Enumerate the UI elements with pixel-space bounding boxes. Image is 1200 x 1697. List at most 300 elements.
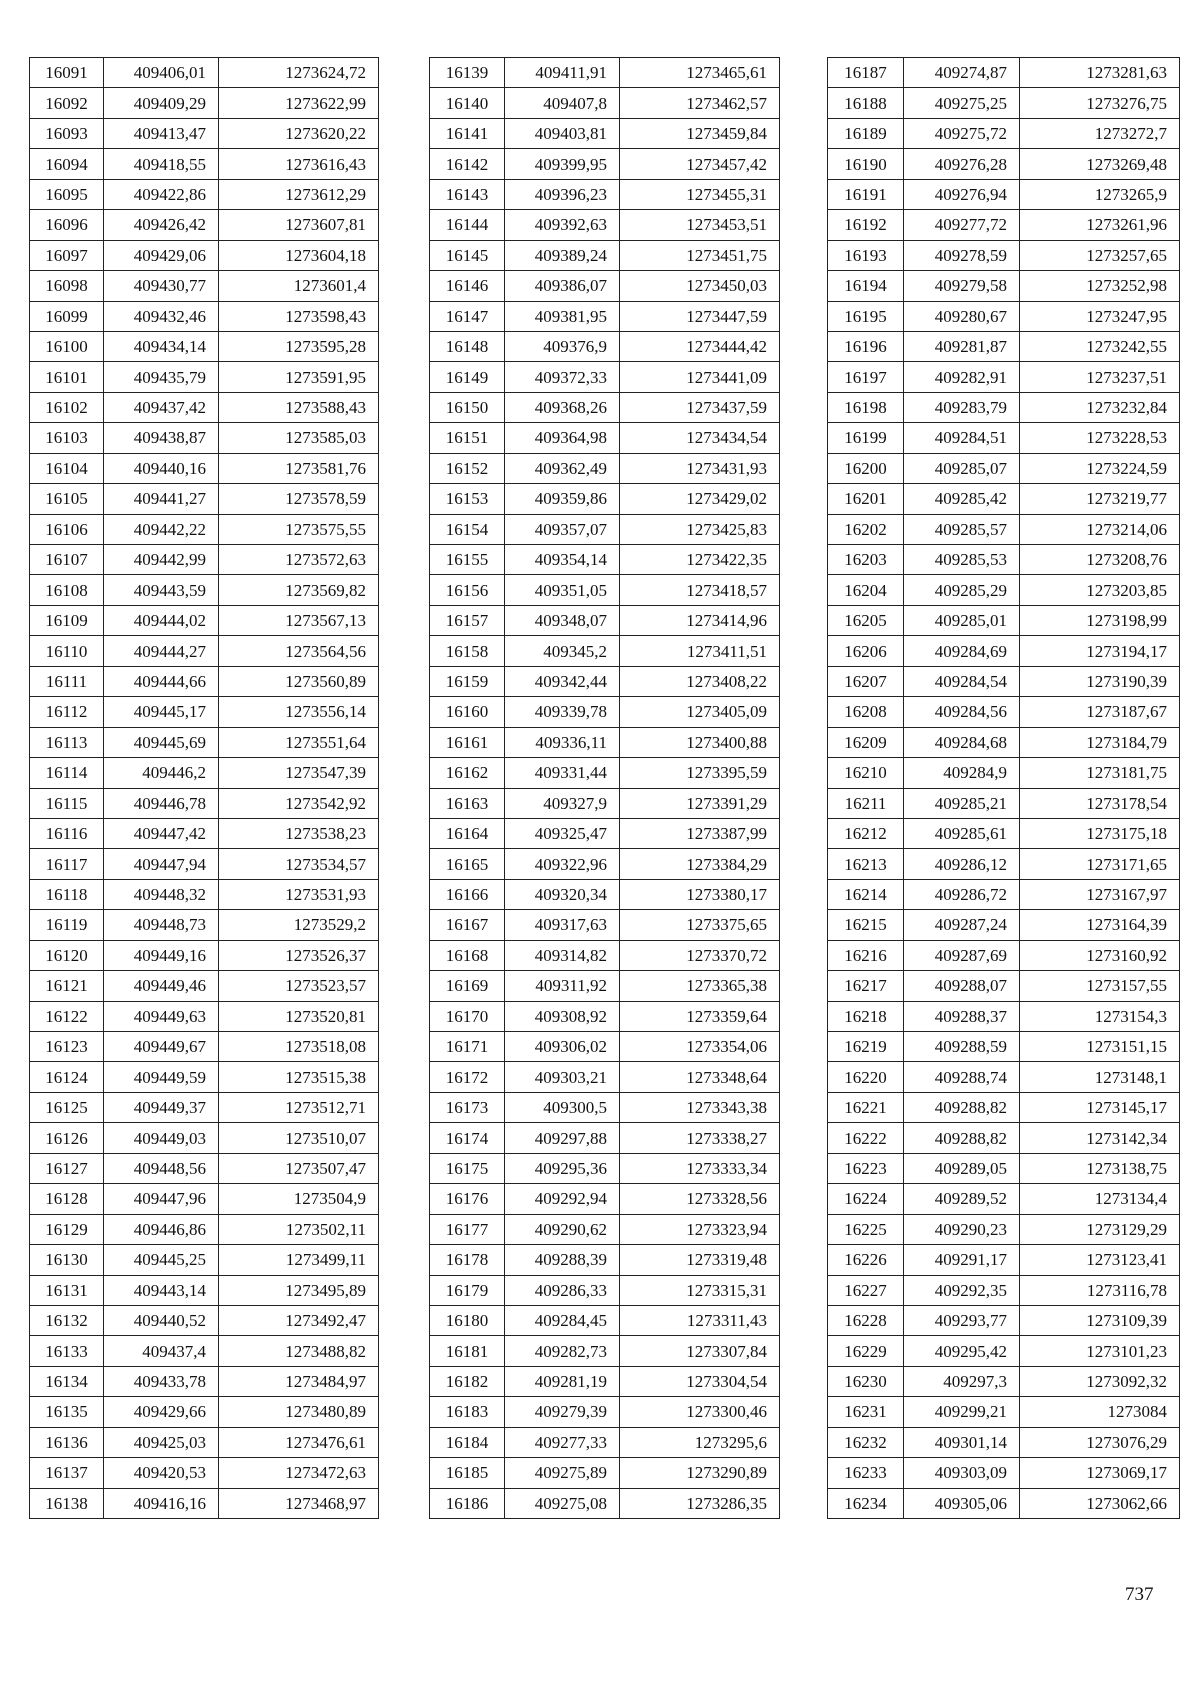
table-row [828,575,1180,605]
point-number-cell: 16107 [30,545,104,575]
point-number-cell: 16205 [828,605,904,635]
table-row [430,1427,780,1457]
point-number-cell: 16229 [828,1336,904,1366]
table-row [828,697,1180,727]
y-coordinate-cell: 1273408,22 [620,666,780,696]
y-coordinate-cell: 1273405,09 [620,697,780,727]
table-row [828,1488,1180,1518]
y-coordinate-cell: 1273585,03 [219,423,379,453]
y-coordinate-cell: 1273425,83 [620,514,780,544]
x-coordinate-cell: 409303,21 [505,1062,620,1092]
x-coordinate-cell: 409364,98 [505,423,620,453]
x-coordinate-cell: 409331,44 [505,758,620,788]
point-number-cell: 16133 [30,1336,104,1366]
table-row [828,1123,1180,1153]
y-coordinate-cell: 1273084 [1020,1397,1180,1427]
table-row [430,910,780,940]
y-coordinate-cell: 1273252,98 [1020,271,1180,301]
y-coordinate-cell: 1273138,75 [1020,1153,1180,1183]
point-number-cell: 16192 [828,210,904,240]
table-row [430,758,780,788]
x-coordinate-cell: 409287,24 [904,910,1020,940]
y-coordinate-cell: 1273203,85 [1020,575,1180,605]
point-number-cell: 16226 [828,1245,904,1275]
x-coordinate-cell: 409297,3 [904,1366,1020,1396]
point-number-cell: 16201 [828,484,904,514]
point-number-cell: 16214 [828,879,904,909]
point-number-cell: 16124 [30,1062,104,1092]
y-coordinate-cell: 1273343,38 [620,1092,780,1122]
y-coordinate-cell: 1273184,79 [1020,727,1180,757]
point-number-cell: 16184 [430,1427,505,1457]
y-coordinate-cell: 1273198,99 [1020,605,1180,635]
y-coordinate-cell: 1273171,65 [1020,849,1180,879]
point-number-cell: 16225 [828,1214,904,1244]
point-number-cell: 16168 [430,940,505,970]
table-row [30,1214,379,1244]
x-coordinate-cell: 409449,37 [104,1092,219,1122]
y-coordinate-cell: 1273604,18 [219,240,379,270]
point-number-cell: 16109 [30,605,104,635]
point-number-cell: 16101 [30,362,104,392]
x-coordinate-cell: 409274,87 [904,58,1020,88]
point-number-cell: 16223 [828,1153,904,1183]
x-coordinate-cell: 409441,27 [104,484,219,514]
y-coordinate-cell: 1273116,78 [1020,1275,1180,1305]
x-coordinate-cell: 409449,59 [104,1062,219,1092]
point-number-cell: 16169 [430,971,505,1001]
table-row [430,727,780,757]
table-row [430,484,780,514]
table-row [430,118,780,148]
y-coordinate-cell: 1273375,65 [620,910,780,940]
x-coordinate-cell: 409317,63 [505,910,620,940]
point-number-cell: 16114 [30,758,104,788]
table-row [30,58,379,88]
table-row [30,1001,379,1031]
x-coordinate-cell: 409288,37 [904,1001,1020,1031]
point-number-cell: 16191 [828,179,904,209]
table-row [430,1366,780,1396]
x-coordinate-cell: 409285,29 [904,575,1020,605]
x-coordinate-cell: 409348,07 [505,605,620,635]
y-coordinate-cell: 1273307,84 [620,1336,780,1366]
y-coordinate-cell: 1273311,43 [620,1305,780,1335]
y-coordinate-cell: 1273581,76 [219,453,379,483]
x-coordinate-cell: 409300,5 [505,1092,620,1122]
table-row [430,1458,780,1488]
table-row [828,1397,1180,1427]
x-coordinate-cell: 409297,88 [505,1123,620,1153]
point-number-cell: 16217 [828,971,904,1001]
x-coordinate-cell: 409440,52 [104,1305,219,1335]
x-coordinate-cell: 409406,01 [104,58,219,88]
point-number-cell: 16095 [30,179,104,209]
y-coordinate-cell: 1273257,65 [1020,240,1180,270]
x-coordinate-cell: 409420,53 [104,1458,219,1488]
y-coordinate-cell: 1273319,48 [620,1245,780,1275]
y-coordinate-cell: 1273515,38 [219,1062,379,1092]
x-coordinate-cell: 409284,69 [904,636,1020,666]
x-coordinate-cell: 409292,35 [904,1275,1020,1305]
y-coordinate-cell: 1273542,92 [219,788,379,818]
point-number-cell: 16170 [430,1001,505,1031]
table-row [828,1062,1180,1092]
table-row [828,1275,1180,1305]
x-coordinate-cell: 409442,99 [104,545,219,575]
x-coordinate-cell: 409288,59 [904,1032,1020,1062]
table-row [30,1458,379,1488]
y-coordinate-cell: 1273242,55 [1020,331,1180,361]
point-number-cell: 16166 [430,879,505,909]
y-coordinate-cell: 1273472,63 [219,1458,379,1488]
point-number-cell: 16141 [430,118,505,148]
point-number-cell: 16119 [30,910,104,940]
y-coordinate-cell: 1273612,29 [219,179,379,209]
x-coordinate-cell: 409295,36 [505,1153,620,1183]
x-coordinate-cell: 409444,66 [104,666,219,696]
x-coordinate-cell: 409362,49 [505,453,620,483]
table-row [828,240,1180,270]
table-row [430,666,780,696]
x-coordinate-cell: 409359,86 [505,484,620,514]
table-row [30,331,379,361]
point-number-cell: 16202 [828,514,904,544]
y-coordinate-cell: 1273457,42 [620,149,780,179]
x-coordinate-cell: 409327,9 [505,788,620,818]
table-row [30,149,379,179]
y-coordinate-cell: 1273286,35 [620,1488,780,1518]
x-coordinate-cell: 409284,54 [904,666,1020,696]
x-coordinate-cell: 409280,67 [904,301,1020,331]
point-number-cell: 16194 [828,271,904,301]
table-row [430,1336,780,1366]
point-number-cell: 16174 [430,1123,505,1153]
table-row [430,423,780,453]
point-number-cell: 16102 [30,392,104,422]
table-row [828,1184,1180,1214]
x-coordinate-cell: 409448,32 [104,879,219,909]
point-number-cell: 16140 [430,88,505,118]
table-row [828,1032,1180,1062]
y-coordinate-cell: 1273459,84 [620,118,780,148]
point-number-cell: 16116 [30,818,104,848]
x-coordinate-cell: 409449,16 [104,940,219,970]
y-coordinate-cell: 1273300,46 [620,1397,780,1427]
point-number-cell: 16180 [430,1305,505,1335]
y-coordinate-cell: 1273572,63 [219,545,379,575]
y-coordinate-cell: 1273422,35 [620,545,780,575]
x-coordinate-cell: 409399,95 [505,149,620,179]
x-coordinate-cell: 409303,09 [904,1458,1020,1488]
point-number-cell: 16209 [828,727,904,757]
point-number-cell: 16106 [30,514,104,544]
y-coordinate-cell: 1273431,93 [620,453,780,483]
x-coordinate-cell: 409275,89 [505,1458,620,1488]
table-row [30,879,379,909]
x-coordinate-cell: 409435,79 [104,362,219,392]
x-coordinate-cell: 409445,69 [104,727,219,757]
table-row [430,971,780,1001]
point-number-cell: 16113 [30,727,104,757]
point-number-cell: 16203 [828,545,904,575]
y-coordinate-cell: 1273281,63 [1020,58,1180,88]
y-coordinate-cell: 1273499,11 [219,1245,379,1275]
y-coordinate-cell: 1273538,23 [219,818,379,848]
table-row [828,484,1180,514]
y-coordinate-cell: 1273620,22 [219,118,379,148]
x-coordinate-cell: 409301,14 [904,1427,1020,1457]
table-row [30,88,379,118]
x-coordinate-cell: 409285,21 [904,788,1020,818]
x-coordinate-cell: 409289,52 [904,1184,1020,1214]
table-row [430,1032,780,1062]
table-row [430,88,780,118]
point-number-cell: 16233 [828,1458,904,1488]
table-row [30,849,379,879]
x-coordinate-cell: 409434,14 [104,331,219,361]
point-number-cell: 16152 [430,453,505,483]
x-coordinate-cell: 409284,56 [904,697,1020,727]
y-coordinate-cell: 1273328,56 [620,1184,780,1214]
point-number-cell: 16219 [828,1032,904,1062]
point-number-cell: 16151 [430,423,505,453]
table-row [30,1245,379,1275]
y-coordinate-cell: 1273265,9 [1020,179,1180,209]
table-row [30,1336,379,1366]
x-coordinate-cell: 409389,24 [505,240,620,270]
point-number-cell: 16182 [430,1366,505,1396]
x-coordinate-cell: 409325,47 [505,818,620,848]
x-coordinate-cell: 409286,12 [904,849,1020,879]
point-number-cell: 16230 [828,1366,904,1396]
point-number-cell: 16130 [30,1245,104,1275]
y-coordinate-cell: 1273455,31 [620,179,780,209]
table-row [30,971,379,1001]
x-coordinate-cell: 409314,82 [505,940,620,970]
x-coordinate-cell: 409447,96 [104,1184,219,1214]
table-row [430,545,780,575]
point-number-cell: 16159 [430,666,505,696]
point-number-cell: 16197 [828,362,904,392]
table-row [828,1366,1180,1396]
x-coordinate-cell: 409429,66 [104,1397,219,1427]
y-coordinate-cell: 1273444,42 [620,331,780,361]
y-coordinate-cell: 1273338,27 [620,1123,780,1153]
x-coordinate-cell: 409440,16 [104,453,219,483]
y-coordinate-cell: 1273295,6 [620,1427,780,1457]
y-coordinate-cell: 1273214,06 [1020,514,1180,544]
y-coordinate-cell: 1273167,97 [1020,879,1180,909]
point-number-cell: 16171 [430,1032,505,1062]
y-coordinate-cell: 1273534,57 [219,849,379,879]
x-coordinate-cell: 409279,58 [904,271,1020,301]
point-number-cell: 16215 [828,910,904,940]
y-coordinate-cell: 1273598,43 [219,301,379,331]
x-coordinate-cell: 409285,61 [904,818,1020,848]
x-coordinate-cell: 409288,39 [505,1245,620,1275]
point-number-cell: 16150 [430,392,505,422]
point-number-cell: 16190 [828,149,904,179]
table-row [30,1397,379,1427]
point-number-cell: 16220 [828,1062,904,1092]
point-number-cell: 16146 [430,271,505,301]
table-row [828,453,1180,483]
x-coordinate-cell: 409438,87 [104,423,219,453]
x-coordinate-cell: 409288,82 [904,1123,1020,1153]
table-row [828,666,1180,696]
table-row [30,301,379,331]
point-number-cell: 16193 [828,240,904,270]
x-coordinate-cell: 409275,08 [505,1488,620,1518]
y-coordinate-cell: 1273488,82 [219,1336,379,1366]
x-coordinate-cell: 409447,94 [104,849,219,879]
point-number-cell: 16142 [430,149,505,179]
y-coordinate-cell: 1273607,81 [219,210,379,240]
point-number-cell: 16111 [30,666,104,696]
point-number-cell: 16232 [828,1427,904,1457]
table-row [30,605,379,635]
x-coordinate-cell: 409448,73 [104,910,219,940]
table-row [30,1153,379,1183]
table-row [828,788,1180,818]
x-coordinate-cell: 409281,19 [505,1366,620,1396]
x-coordinate-cell: 409295,42 [904,1336,1020,1366]
point-number-cell: 16126 [30,1123,104,1153]
table-row [430,697,780,727]
point-number-cell: 16212 [828,818,904,848]
point-number-cell: 16206 [828,636,904,666]
point-number-cell: 16096 [30,210,104,240]
point-number-cell: 16155 [430,545,505,575]
table-row [430,58,780,88]
point-number-cell: 16189 [828,118,904,148]
table-row [430,179,780,209]
x-coordinate-cell: 409368,26 [505,392,620,422]
y-coordinate-cell: 1273181,75 [1020,758,1180,788]
x-coordinate-cell: 409290,23 [904,1214,1020,1244]
x-coordinate-cell: 409285,53 [904,545,1020,575]
y-coordinate-cell: 1273224,59 [1020,453,1180,483]
table-row [30,1427,379,1457]
y-coordinate-cell: 1273208,76 [1020,545,1180,575]
point-number-cell: 16092 [30,88,104,118]
x-coordinate-cell: 409386,07 [505,271,620,301]
x-coordinate-cell: 409430,77 [104,271,219,301]
x-coordinate-cell: 409286,33 [505,1275,620,1305]
x-coordinate-cell: 409285,07 [904,453,1020,483]
point-number-cell: 16127 [30,1153,104,1183]
table-row [430,849,780,879]
table-row [828,910,1180,940]
x-coordinate-cell: 409376,9 [505,331,620,361]
point-number-cell: 16143 [430,179,505,209]
x-coordinate-cell: 409279,39 [505,1397,620,1427]
y-coordinate-cell: 1273148,1 [1020,1062,1180,1092]
x-coordinate-cell: 409293,77 [904,1305,1020,1335]
y-coordinate-cell: 1273492,47 [219,1305,379,1335]
y-coordinate-cell: 1273429,02 [620,484,780,514]
table-row [30,1062,379,1092]
x-coordinate-cell: 409305,06 [904,1488,1020,1518]
table-row [30,940,379,970]
point-number-cell: 16094 [30,149,104,179]
table-row [30,271,379,301]
x-coordinate-cell: 409416,16 [104,1488,219,1518]
table-row [828,149,1180,179]
table-row [430,1184,780,1214]
x-coordinate-cell: 409351,05 [505,575,620,605]
y-coordinate-cell: 1273411,51 [620,636,780,666]
x-coordinate-cell: 409442,22 [104,514,219,544]
table-row [828,1305,1180,1335]
y-coordinate-cell: 1273622,99 [219,88,379,118]
y-coordinate-cell: 1273418,57 [620,575,780,605]
y-coordinate-cell: 1273190,39 [1020,666,1180,696]
point-number-cell: 16187 [828,58,904,88]
point-number-cell: 16097 [30,240,104,270]
x-coordinate-cell: 409392,63 [505,210,620,240]
point-number-cell: 16178 [430,1245,505,1275]
table-row [30,697,379,727]
x-coordinate-cell: 409429,06 [104,240,219,270]
table-row [430,1092,780,1122]
x-coordinate-cell: 409443,59 [104,575,219,605]
x-coordinate-cell: 409425,03 [104,1427,219,1457]
x-coordinate-cell: 409276,28 [904,149,1020,179]
x-coordinate-cell: 409308,92 [505,1001,620,1031]
y-coordinate-cell: 1273484,97 [219,1366,379,1396]
x-coordinate-cell: 409449,03 [104,1123,219,1153]
y-coordinate-cell: 1273450,03 [620,271,780,301]
point-number-cell: 16196 [828,331,904,361]
table-row [30,1275,379,1305]
table-row [828,849,1180,879]
table-row [430,1123,780,1153]
point-number-cell: 16161 [430,727,505,757]
point-number-cell: 16224 [828,1184,904,1214]
x-coordinate-cell: 409275,72 [904,118,1020,148]
point-number-cell: 16172 [430,1062,505,1092]
x-coordinate-cell: 409443,14 [104,1275,219,1305]
y-coordinate-cell: 1273237,51 [1020,362,1180,392]
point-number-cell: 16173 [430,1092,505,1122]
table-row [30,1123,379,1153]
x-coordinate-cell: 409426,42 [104,210,219,240]
x-coordinate-cell: 409288,74 [904,1062,1020,1092]
point-number-cell: 16108 [30,575,104,605]
table-row [30,179,379,209]
point-number-cell: 16207 [828,666,904,696]
table-row [30,1092,379,1122]
table-row [30,514,379,544]
x-coordinate-cell: 409339,78 [505,697,620,727]
table-row [30,575,379,605]
y-coordinate-cell: 1273575,55 [219,514,379,544]
point-number-cell: 16198 [828,392,904,422]
table-row [430,453,780,483]
point-number-cell: 16105 [30,484,104,514]
y-coordinate-cell: 1273480,89 [219,1397,379,1427]
table-row [430,1001,780,1031]
table-row [430,1275,780,1305]
point-number-cell: 16093 [30,118,104,148]
point-number-cell: 16195 [828,301,904,331]
y-coordinate-cell: 1273437,59 [620,392,780,422]
y-coordinate-cell: 1273247,95 [1020,301,1180,331]
point-number-cell: 16123 [30,1032,104,1062]
y-coordinate-cell: 1273164,39 [1020,910,1180,940]
